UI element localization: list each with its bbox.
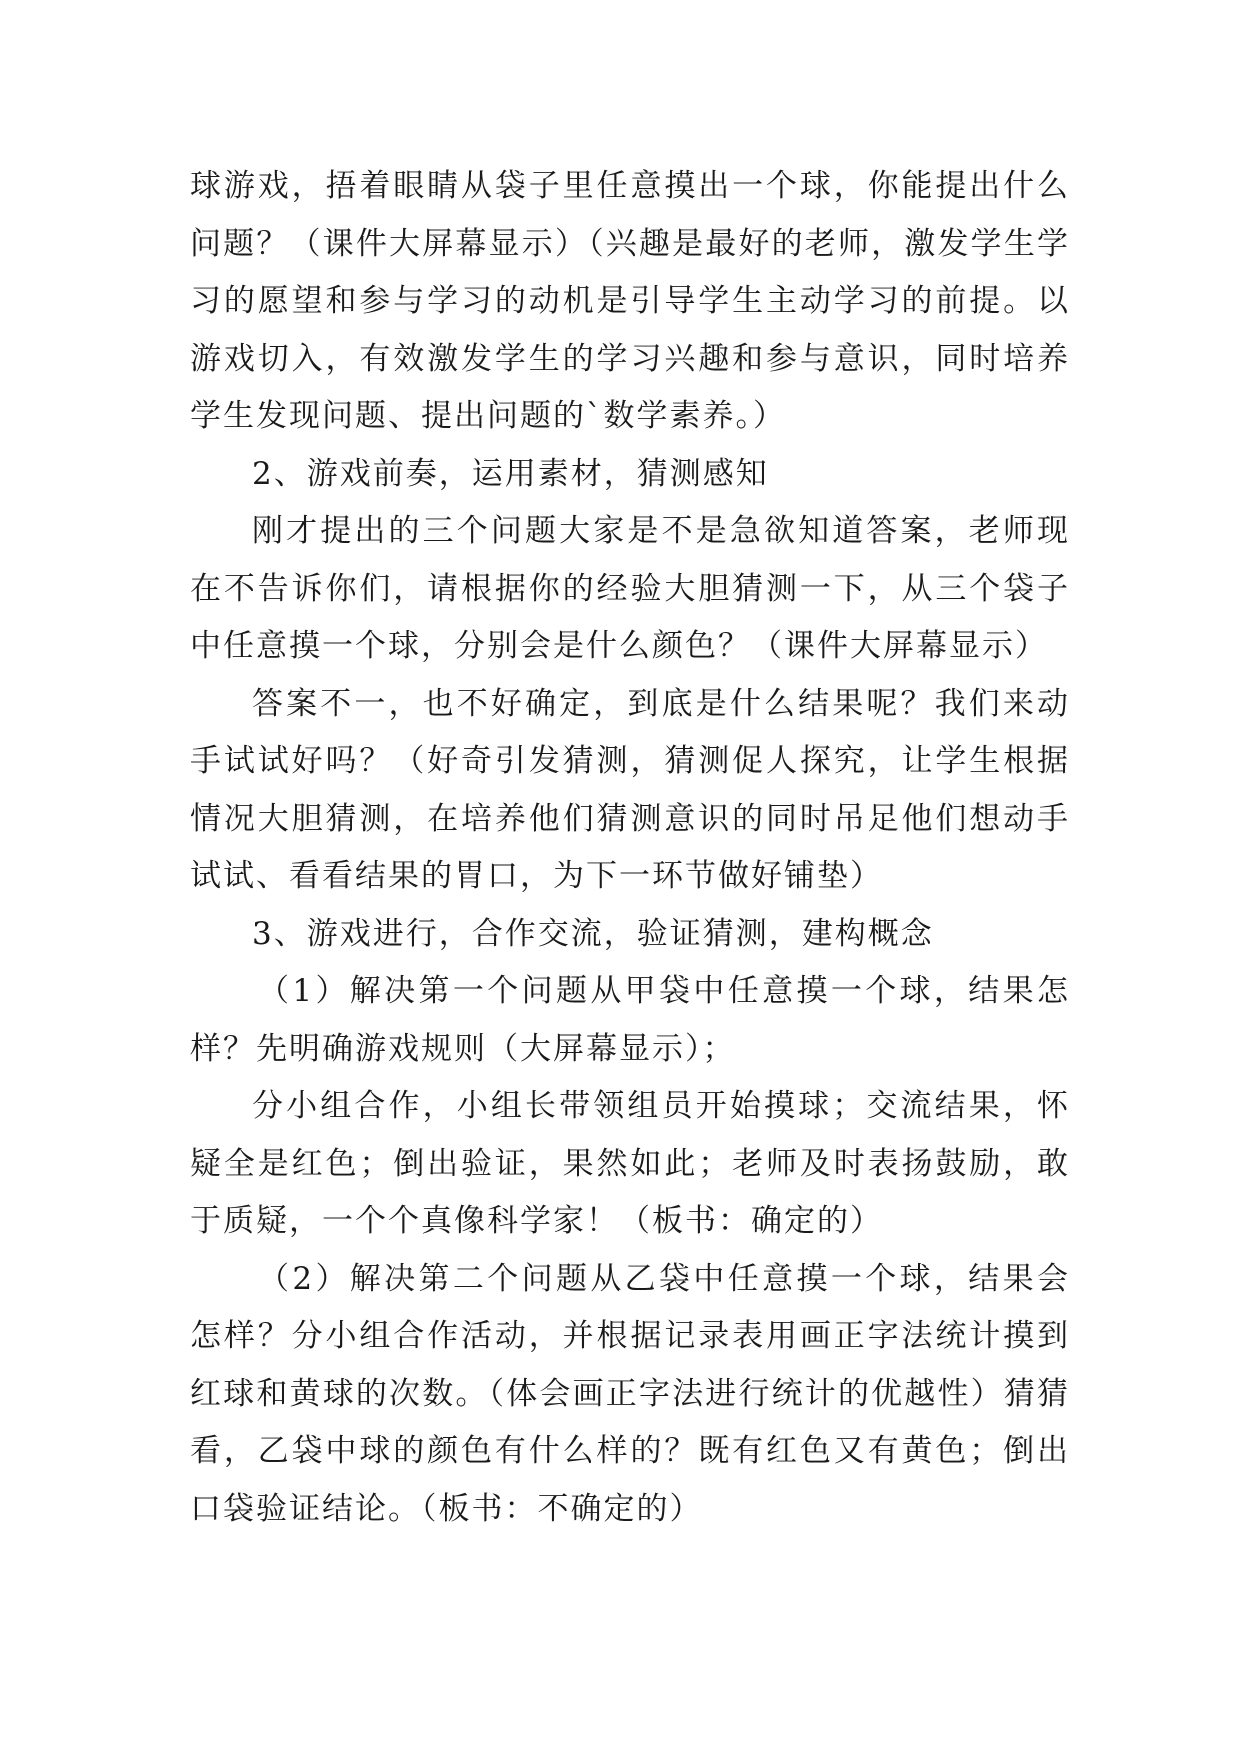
section-heading-2: 2、游戏前奏，运用素材，猜测感知 (252, 455, 769, 492)
paragraph-3: 刚才提出的三个问题大家是不是急欲知道答案，老师现在不告诉你们，请根据你的经验大胆猜测一下，从三个袋子中任意摸一个球，分别会是什么颜色？（课件大屏幕显示） (190, 513, 1070, 664)
paragraph-step-2: （2）解决第二个问题从乙袋中任意摸一个球，结果会怎样？分小组合作活动，并根据记录表用画正字法统计摸到红球和黄球的次数。（体会画正字法进行统计的优越性）猜猜看，乙袋中球的颜色有什么样的？既有红色又有黄色；倒出口袋验证结论。（板书：不确定的） (190, 1260, 1070, 1527)
paragraph-4: 答案不一，也不好确定，到底是什么结果呢？我们来动手试试好吗？（好奇引发猜测，猜测促人探究，让学生根据情况大胆猜测，在培养他们猜测意识的同时吊足他们想动手试试、看看结果的胃口，为下一环节做好铺垫） (190, 685, 1070, 894)
document-body (190, 158, 1070, 1538)
section-heading-3: 3、游戏进行，合作交流，验证猜测，建构概念 (252, 915, 934, 952)
paragraph-1: 球游戏，捂着眼睛从袋子里任意摸出一个球，你能提出什么问题？（课件大屏幕显示）（兴趣是最好的老师，激发学生学习的愿望和参与学习的动机是引导学生主动学习的前提。以游戏切入，有效激发学生的学习兴趣和参与意识，同时培养学生发现问题、提出问题的`数学素养。） (190, 168, 1070, 434)
paragraph-group-work: 分小组合作，小组长带领组员开始摸球；交流结果，怀疑全是红色；倒出验证，果然如此；老师及时表扬鼓励，敢于质疑，一个个真像科学家！（板书：确定的） (190, 1088, 1070, 1239)
paragraph-step-1: （1）解决第一个问题从甲袋中任意摸一个球，结果怎样？先明确游戏规则（大屏幕显示）； (190, 973, 1070, 1067)
